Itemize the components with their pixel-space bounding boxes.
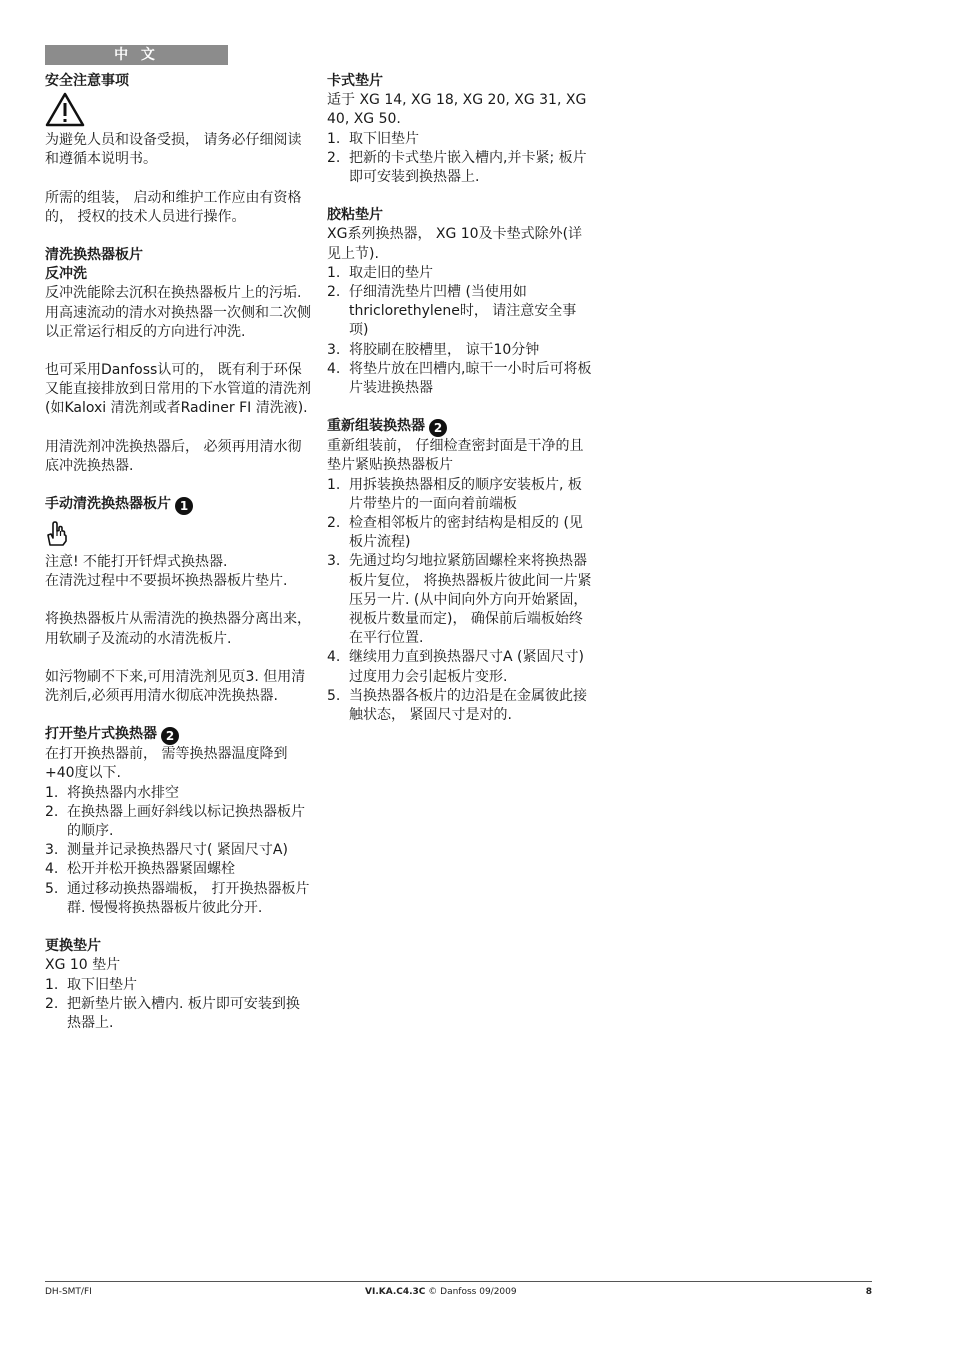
list-number: 2. — [327, 284, 341, 301]
cleaning-paragraph-2: 用高速流动的清水对换热器一次侧和二次侧以正常运行相反的方向进行冲洗. — [45, 304, 311, 340]
safety-paragraph-2: 所需的组装， 启动和维护工作应由有资格的， 授权的技术人员进行操作。 — [45, 189, 302, 225]
left-column — [45, 72, 313, 1033]
opening-title-text: 打开垫片式换热器 — [45, 726, 157, 743]
footer-department: DH-SMT/FI — [45, 1287, 92, 1297]
opening-intro: 在打开换热器前， 需等换热器温度降到 +40度以下. — [45, 746, 288, 782]
list-number: 3. — [327, 553, 341, 570]
cleaning-paragraph-4: 用清洗剂冲洗换热器后， 必须再用清水彻底冲洗换热器. — [45, 438, 302, 474]
list-number: 1. — [327, 264, 341, 281]
list-text: 测量并记录换热器尺寸( 紧固尺寸A) — [67, 842, 288, 859]
list-number: 2. — [327, 149, 341, 166]
reassembly-intro: 重新组装前， 仔细检查密封面是干净的且垫片紧贴换热器板片 — [327, 438, 584, 474]
safety-paragraph-1: 为避免人员和设备受损， 请务必仔细阅读和遵循本说明书。 — [45, 132, 302, 168]
list-number: 5. — [327, 687, 341, 704]
list-item — [327, 149, 595, 187]
glued-gasket-steps — [327, 264, 595, 398]
footer-divider — [45, 1281, 872, 1282]
list-text: 通过移动换热器端板， 打开换热器板片群. 慢慢将换热器板片彼此分开. — [67, 880, 310, 916]
footer-doc-code: VI.KA.C4.3C — [365, 1287, 426, 1297]
gasket-replace-title: 更换垫片 — [45, 938, 101, 955]
footer-doc-info — [365, 1287, 517, 1297]
list-item — [45, 976, 313, 995]
list-item — [327, 130, 595, 149]
list-number: 3. — [45, 842, 59, 859]
list-text: 将胶刷在胶槽里， 谅干10分钟 — [349, 341, 540, 358]
gasket-replace-subtitle: XG 10 垫片 — [45, 957, 121, 974]
list-item — [327, 514, 595, 552]
list-item — [327, 360, 595, 398]
list-text: 当换热器各板片的边沿是在金属彼此接触状态， 紧固尺寸是对的. — [349, 687, 587, 724]
list-item — [327, 476, 595, 514]
opening-steps — [45, 784, 313, 918]
cleaning-subtitle: 反冲洗 — [45, 266, 87, 283]
language-tab: 中 文 — [45, 45, 228, 65]
list-number: 1. — [45, 784, 59, 801]
cleaning-paragraph-1: 反冲洗能除去沉积在换热器板片上的污垢. — [45, 285, 302, 302]
list-number: 1. — [327, 476, 341, 493]
clip-gasket-title: 卡式垫片 — [327, 73, 383, 89]
list-text: 取下旧垫片 — [67, 976, 137, 993]
list-number: 1. — [45, 976, 59, 993]
list-item — [327, 552, 595, 648]
list-text: 检查相邻板片的密封结构是相反的 (见板片流程) — [349, 515, 583, 551]
list-text: 将垫片放在凹槽内,晾干一小时后可将板片装进换热器 — [349, 360, 592, 397]
list-item — [327, 648, 595, 686]
list-number: 4. — [45, 861, 59, 878]
gasket-replace-steps — [45, 976, 313, 1034]
step-badge: 2 — [161, 727, 179, 745]
list-item — [327, 687, 595, 725]
list-number: 4. — [327, 649, 341, 666]
safety-title: 安全注意事项 — [45, 73, 129, 89]
manual-cleaning-title-text: 手动清洗换热器板片 — [45, 496, 171, 513]
footer-copyright: © Danfoss 09/2009 — [428, 1287, 517, 1297]
cleaning-paragraph-3: 也可采用Danfoss认可的， 既有利于环保又能直接排放到日常用的下水管道的清洗剂(如Kaloxi 清洗剂或者Radiner FI 清洗液). — [45, 362, 311, 417]
list-item — [45, 880, 313, 918]
list-item — [45, 860, 313, 879]
reassembly-title-text: 重新组装换热器 — [327, 418, 425, 435]
list-item — [45, 784, 313, 803]
list-number: 1. — [327, 130, 341, 147]
list-text: 仔细清洗垫片凹槽 (当使用如 thriclorethylene时， 请注意安全事项) — [349, 284, 577, 339]
list-item — [45, 995, 313, 1033]
list-number: 4. — [327, 360, 341, 377]
list-text: 将换热器内水排空 — [67, 784, 179, 801]
manual-cleaning-title — [45, 495, 313, 515]
glued-gasket-intro: XG系列换热器， XG 10及卡垫式除外(详见上节). — [327, 226, 583, 262]
hand-pointing-icon — [45, 515, 313, 553]
step-badge: 1 — [175, 497, 193, 515]
manual-cleaning-paragraph-1: 注意! 不能打开钎焊式换热器. — [45, 554, 228, 571]
list-text: 取下旧垫片 — [349, 130, 419, 147]
list-number: 5. — [45, 880, 59, 897]
list-number: 2. — [327, 515, 341, 532]
list-item — [327, 283, 595, 341]
clip-gasket-steps — [327, 130, 595, 188]
manual-cleaning-paragraph-4: 如污物刷不下来,可用清洗剂见页3. 但用清洗剂后,必须再用清水彻底冲洗换热器. — [45, 668, 306, 705]
manual-cleaning-paragraph-2: 在清洗过程中不要损坏换热器板片垫片. — [45, 573, 288, 590]
right-column — [327, 72, 595, 725]
list-text: 继续用力直到换热器尺寸A (紧固尺寸) 过度用力会引起板片变形. — [349, 649, 584, 685]
list-number: 3. — [327, 341, 341, 358]
list-number: 2. — [45, 803, 59, 820]
page-number: 8 — [865, 1287, 872, 1297]
reassembly-steps — [327, 476, 595, 726]
list-number: 2. — [45, 995, 59, 1012]
clip-gasket-intro: 适于 XG 14, XG 18, XG 20, XG 31, XG 40, XG 50. — [327, 92, 587, 128]
list-text: 松开并松开换热器紧固螺栓 — [67, 861, 235, 878]
manual-cleaning-paragraph-3: 将换热器板片从需清洗的换热器分离出来， 用软刷子及流动的水清洗板片. — [45, 611, 311, 647]
list-text: 把新垫片嵌入槽内. 板片即可安装到换热器上. — [67, 995, 300, 1031]
list-text: 在换热器上画好斜线以标记换热器板片的顺序. — [67, 803, 305, 840]
list-item — [45, 841, 313, 860]
glued-gasket-title: 胶粘垫片 — [327, 207, 383, 224]
opening-title — [45, 725, 313, 745]
list-item — [327, 264, 595, 283]
list-text: 先通过均匀地拉紧筋固螺栓来将换热器板片复位， 将换热器板片彼此间一片紧压另一片. (从中间向外方向开始紧固， 视板片数量而定)， 确保前后端板始终在平行位置. — [349, 553, 592, 647]
cleaning-title: 清洗换热器板片 — [45, 247, 143, 264]
warning-triangle-icon — [45, 91, 313, 131]
list-text: 把新的卡式垫片嵌入槽内,并卡紧; 板片即可安装到换热器上. — [349, 149, 587, 186]
list-item — [327, 341, 595, 360]
list-text: 用拆装换热器相反的顺序安装板片, 板片带垫片的一面向着前端板 — [349, 476, 582, 512]
list-item — [45, 803, 313, 841]
step-badge: 2 — [429, 419, 447, 437]
list-text: 取走旧的垫片 — [349, 264, 433, 281]
reassembly-title — [327, 417, 595, 437]
